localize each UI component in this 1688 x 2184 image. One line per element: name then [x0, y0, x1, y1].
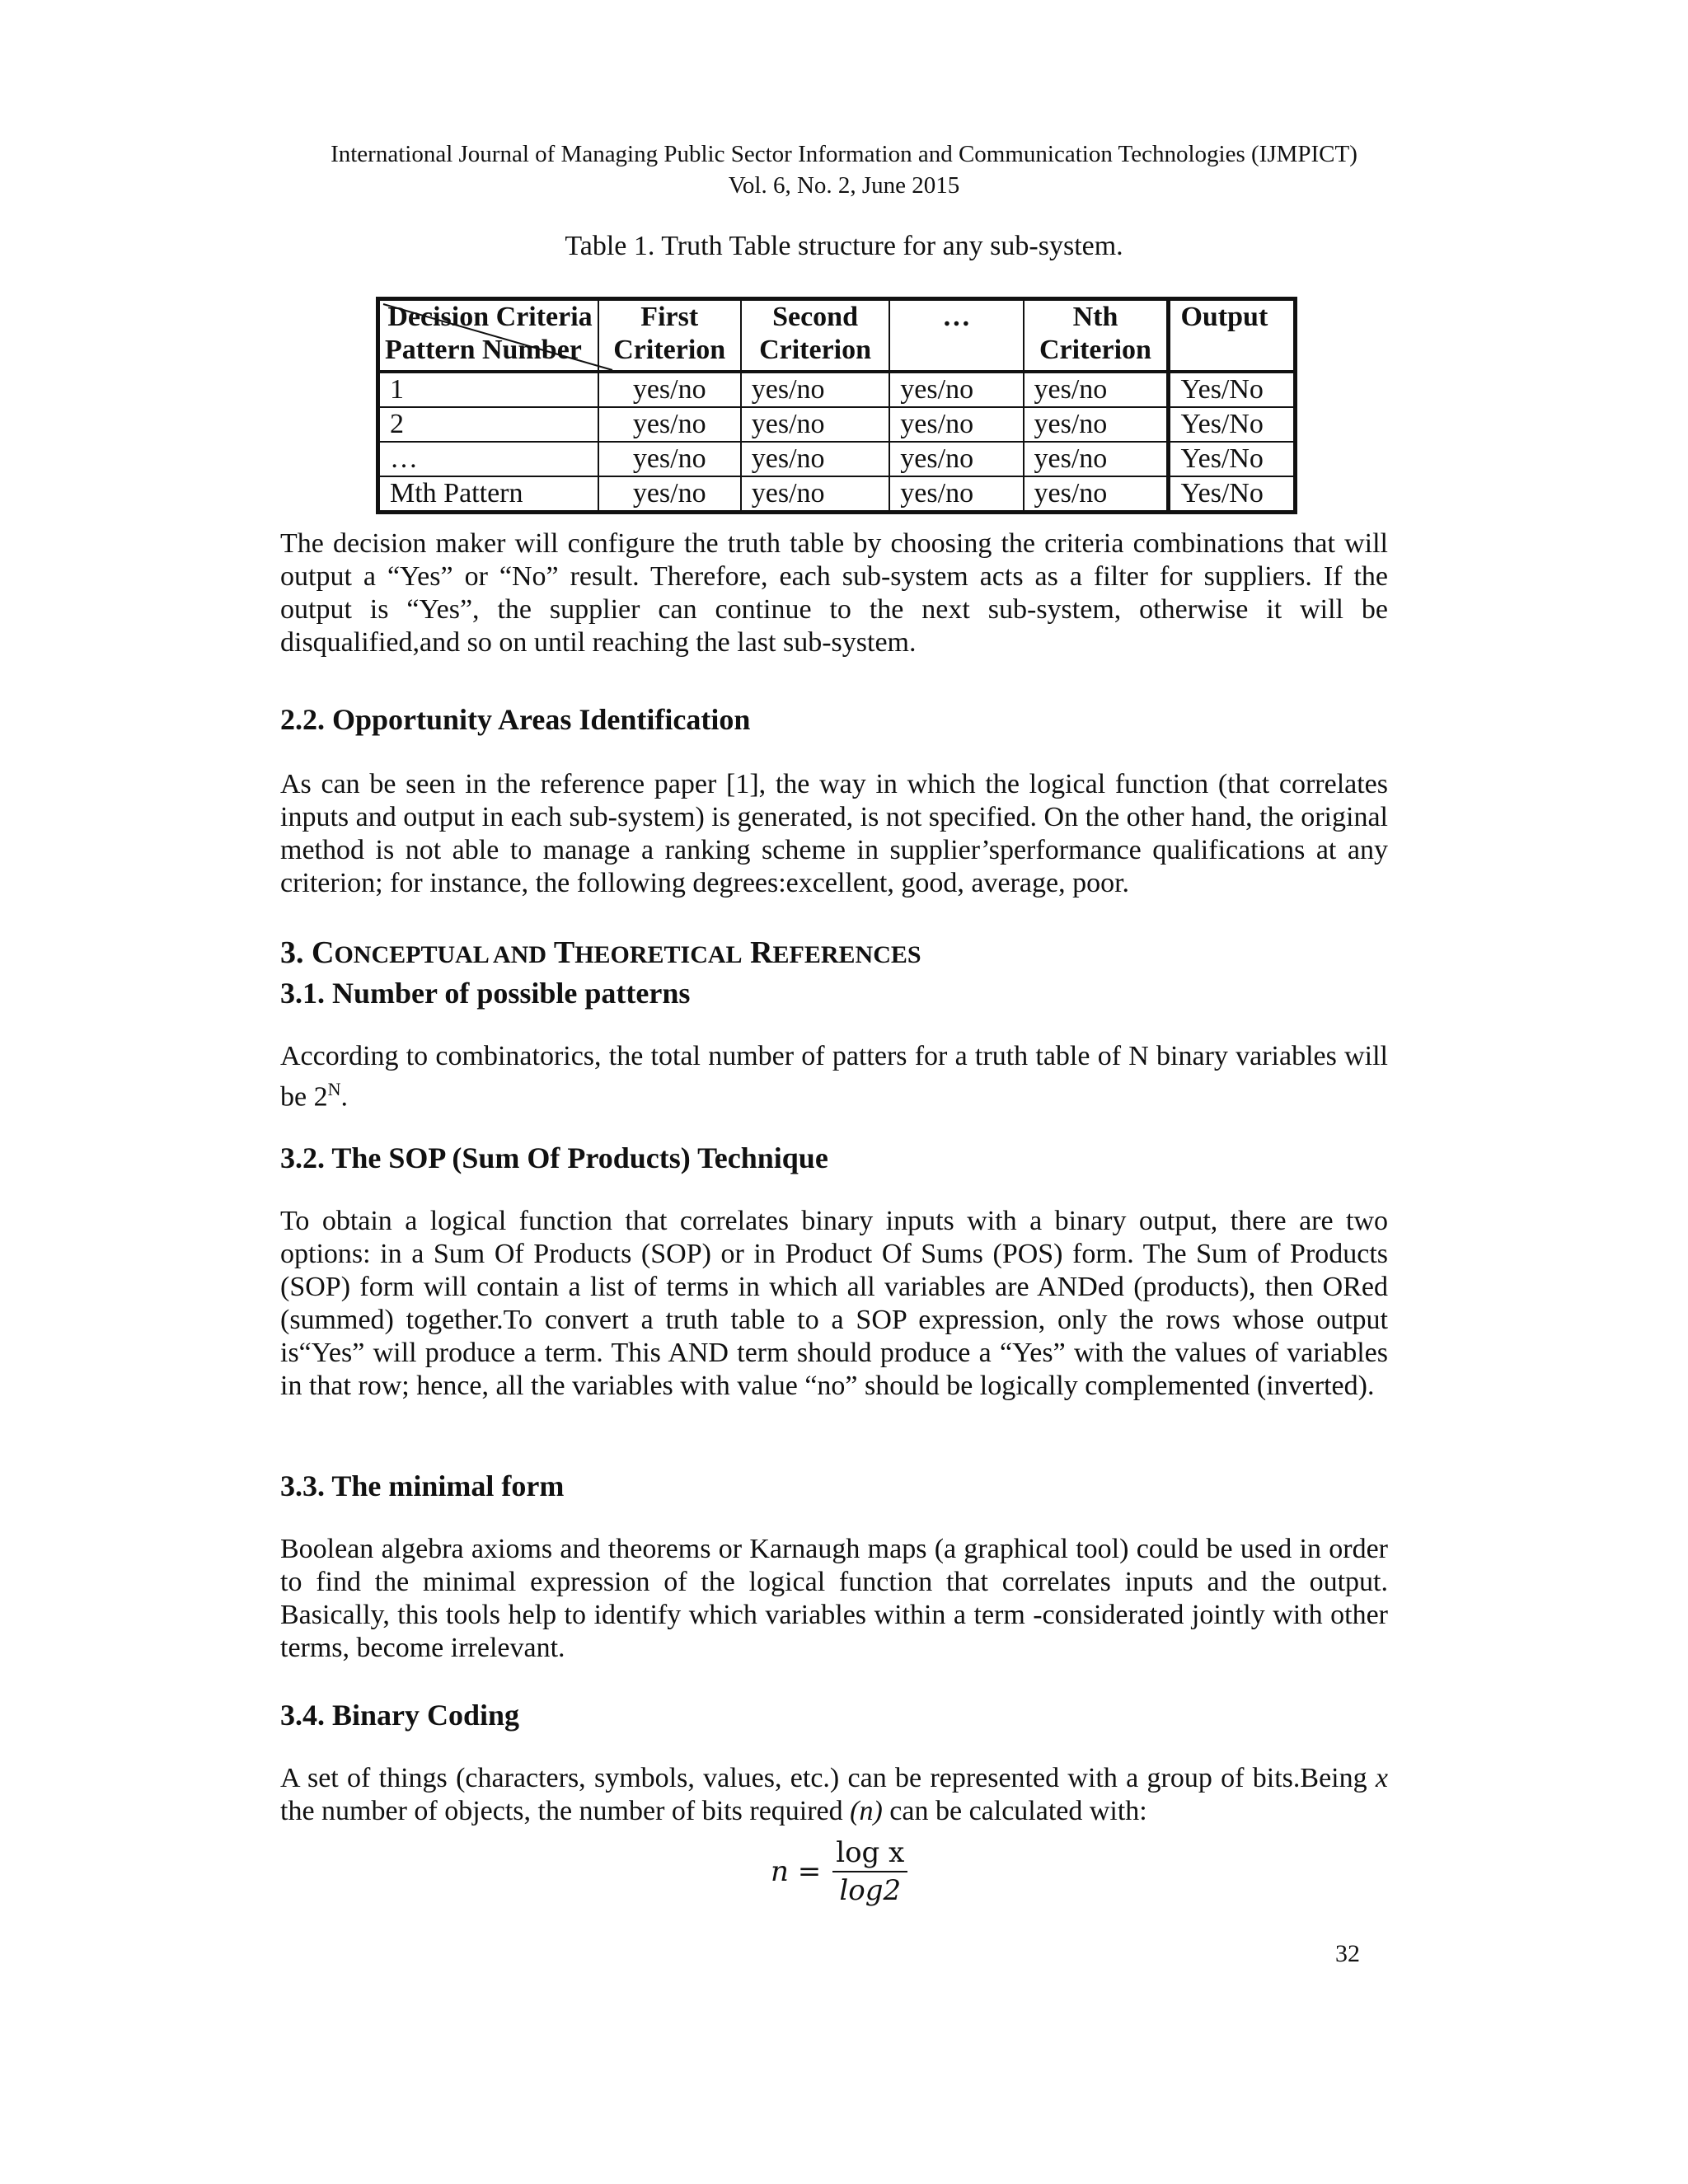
heading-3-3: 3.3. The minimal form	[280, 1469, 565, 1502]
header-first-criterion	[598, 299, 741, 373]
header-first-line2: Criterion	[613, 335, 726, 365]
header-second-line2: Criterion	[759, 335, 872, 365]
binary-text-b: the number of objects, the number of bits required	[280, 1796, 851, 1826]
binary-text-c: can be calculated with:	[882, 1796, 1147, 1826]
header-nth-criterion	[1024, 299, 1169, 373]
section-3-w1-cap: C	[312, 935, 335, 970]
cell-first: yes/no	[598, 372, 741, 407]
row-label: Mth Pattern	[378, 476, 598, 513]
header-nth-line1: Nth	[1072, 302, 1118, 332]
heading-2-2: 2.2. Opportunity Areas Identification	[280, 703, 751, 736]
section-3-w3-rest: EFERENCES	[772, 941, 921, 968]
cell-ellipsis: yes/no	[889, 476, 1023, 513]
corner-top-label: Decision Criteria	[387, 302, 593, 332]
cell-nth: yes/no	[1024, 442, 1169, 476]
paragraph-patterns	[280, 1040, 1388, 1113]
formula-denominator: log2	[839, 1874, 902, 1907]
table-caption: Table 1. Truth Table structure for any sub-system.	[565, 231, 1123, 261]
cell-first: yes/no	[598, 476, 741, 513]
formula-numerator: log x	[832, 1836, 907, 1872]
corner-bottom-label: Pattern Number	[385, 335, 582, 365]
cell-output: Yes/No	[1169, 476, 1296, 513]
cell-ellipsis: yes/no	[889, 407, 1023, 442]
patterns-text: According to combinatorics, the total number of patters for a truth table of N binary variables will be 2	[280, 1041, 1388, 1113]
journal-title: International Journal of Managing Public Sector Information and Communication Technologies (IJMPICT)	[331, 141, 1357, 167]
heading-section-3	[280, 935, 921, 971]
journal-volume: Vol. 6, No. 2, June 2015	[728, 172, 960, 199]
heading-3-2: 3.2. The SOP (Sum Of Products) Technique	[280, 1141, 828, 1174]
cell-output: Yes/No	[1169, 407, 1296, 442]
cell-second: yes/no	[741, 372, 890, 407]
paragraph-truth-table: The decision maker will configure the truth table by choosing the criteria combinations that will output a “Yes” or “No” result. Therefore, each sub-system acts as a filter for suppliers. If the output is “Yes”, the supplier can continue to the next sub-system, otherwise it will be disqualified,and so on until reaching the last sub-system.	[280, 528, 1388, 658]
truth-table	[376, 297, 1297, 514]
cell-second: yes/no	[741, 407, 890, 442]
header-second-line1: Second	[772, 302, 858, 332]
row-label: 1	[378, 372, 598, 407]
page-number: 32	[1335, 1940, 1360, 1967]
paragraph-minimal-form: Boolean algebra axioms and theorems or Karnaugh maps (a graphical tool) could be used in order to find the minimal expression of the logical function that correlates inputs and the output. Basically, this tools help to identify which variables within a term -considerated jointly with other terms, become irrelevant.	[280, 1534, 1388, 1663]
patterns-end: .	[340, 1081, 348, 1113]
row-label: …	[378, 442, 598, 476]
formula-fraction	[832, 1836, 907, 1907]
header-first-line1: First	[640, 302, 699, 332]
cell-output: Yes/No	[1169, 442, 1296, 476]
section-3-w2-rest: HEORETICAL	[574, 941, 743, 968]
row-label: 2	[378, 407, 598, 442]
header-ellipsis: …	[889, 299, 1023, 373]
header-second-criterion	[741, 299, 890, 373]
formula-bits	[771, 1836, 907, 1907]
cell-second: yes/no	[741, 476, 890, 513]
cell-second: yes/no	[741, 442, 890, 476]
cell-nth: yes/no	[1024, 476, 1169, 513]
paragraph-binary-coding	[280, 1762, 1388, 1828]
cell-nth: yes/no	[1024, 407, 1169, 442]
table-row	[378, 442, 1296, 476]
section-3-number: 3.	[280, 935, 304, 970]
binary-text-a: A set of things (characters, symbols, values, etc.) can be represented with a group of bits.Being	[280, 1763, 1376, 1793]
cell-ellipsis: yes/no	[889, 372, 1023, 407]
cell-output: Yes/No	[1169, 372, 1296, 407]
cell-nth: yes/no	[1024, 372, 1169, 407]
table-row	[378, 407, 1296, 442]
section-3-w2-cap: T	[553, 935, 575, 970]
cell-ellipsis: yes/no	[889, 442, 1023, 476]
running-head	[0, 138, 1688, 201]
header-nth-line2: Criterion	[1039, 335, 1151, 365]
heading-3-1: 3.1. Number of possible patterns	[280, 977, 691, 1010]
cell-first: yes/no	[598, 442, 741, 476]
diagonal-line	[380, 301, 616, 373]
paragraph-sop: To obtain a logical function that correlates binary inputs with a binary output, there are two options: in a Sum Of Products (SOP) or in Product Of Sums (POS) form. The Sum of Products (SOP) form will contain a list of terms in which all variables are ANDed (products), then ORed (summed) together.To convert a truth table to a SOP expression, only the rows whose output is“Yes” will produce a term. This AND term should produce a “Yes” with the values of variables in that row; hence, all the variables with value “no” should be logically complemented (inverted).	[280, 1206, 1388, 1401]
heading-3-4: 3.4. Binary Coding	[280, 1699, 520, 1732]
table-row	[378, 372, 1296, 407]
paragraph-opportunity: As can be seen in the reference paper [1], the way in which the logical function (that correlates inputs and output in each sub-system) is generated, is not specified. On the other hand, the original method is not able to manage a ranking scheme in supplier’sperformance qualifications at any criterion; for instance, the following degrees:excellent, good, average, poor.	[280, 769, 1388, 898]
corner-header-cell	[378, 299, 598, 373]
cell-first: yes/no	[598, 407, 741, 442]
section-3-w1-rest: ONCEPTUAL AND	[334, 941, 546, 968]
patterns-superscript: N	[327, 1079, 341, 1099]
table-header-row	[378, 299, 1296, 373]
table-row	[378, 476, 1296, 513]
header-output: Output	[1169, 299, 1296, 373]
section-3-w3-cap: R	[750, 935, 773, 970]
binary-var-x: x	[1375, 1763, 1388, 1793]
formula-lhs: n =	[771, 1855, 822, 1888]
binary-var-n: (n)	[850, 1796, 883, 1826]
